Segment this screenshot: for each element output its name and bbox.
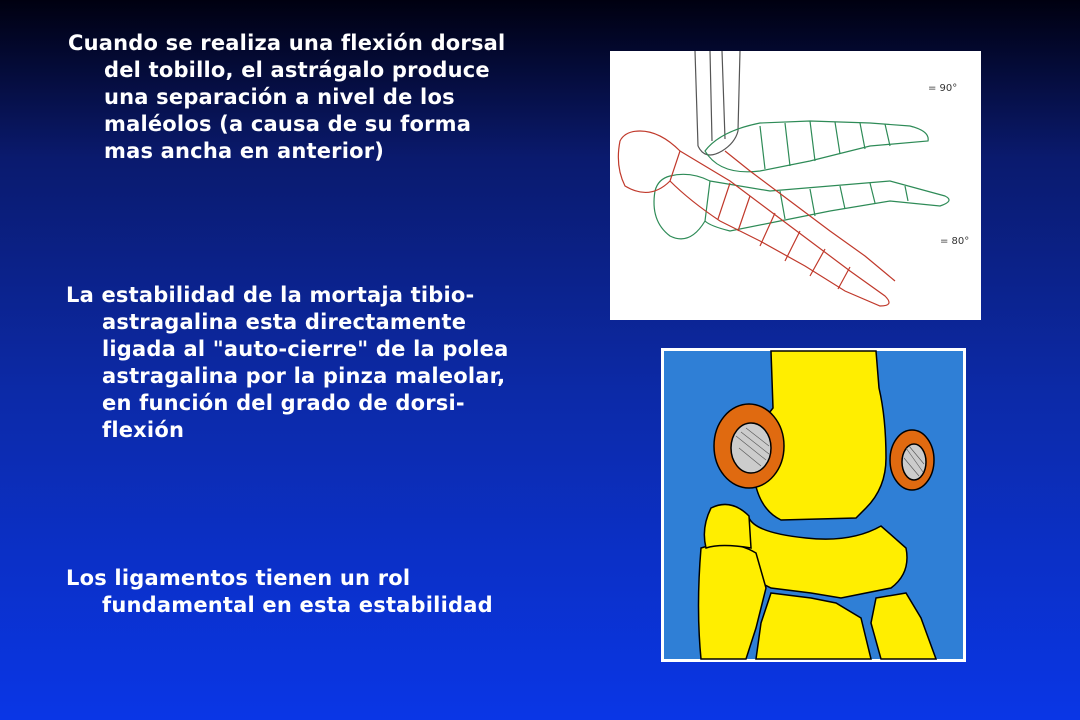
- ankle-mortise-diagram: [661, 348, 966, 662]
- angle-label-90: = 90°: [928, 83, 958, 94]
- foot-skeleton-diagram: [610, 51, 981, 320]
- angle-label-80: = 80°: [940, 236, 970, 247]
- paragraph-dorsal-flexion: Cuando se realiza una flexión dorsal del tobillo, el astrágalo produce una separación a nivel de los maléolos (a causa de su forma mas ancha en anterior): [68, 31, 506, 163]
- ankle-mortise-drawing: [661, 348, 966, 662]
- fibula-tip: [704, 504, 751, 548]
- paragraph-stability: La estabilidad de la mortaja tibio- astragalina esta directamente ligada al "auto-cierre" de la polea astragalina por la pinza maleolar, en función del grado de dorsi- flexión: [66, 283, 509, 442]
- foot-skeleton-drawing: [610, 51, 981, 320]
- paragraph-ligaments: Los ligamentos tienen un rol fundamental en esta estabilidad: [66, 566, 493, 617]
